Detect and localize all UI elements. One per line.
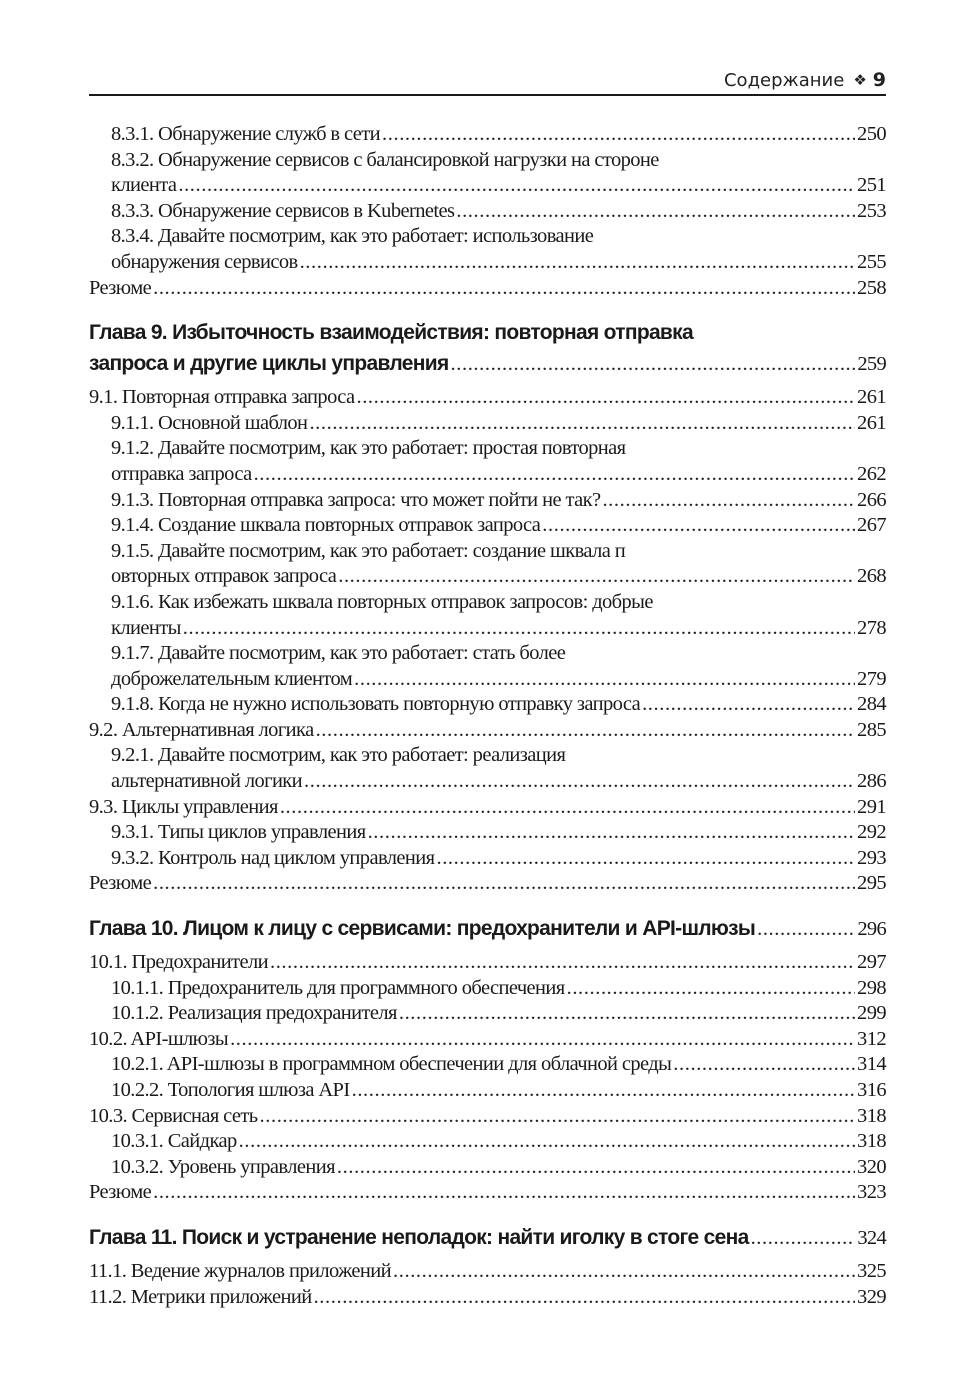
toc-entry[interactable] [89,1027,886,1053]
toc-entry-line [89,795,886,821]
page-number: 262 [857,462,886,485]
dot-leader [280,795,855,821]
toc-entry[interactable] [89,199,886,225]
entry-title-continuation: обнаружения сервисов [111,250,300,276]
toc-entry[interactable] [89,641,886,692]
dot-leader [542,513,855,539]
entry-title-continuation: клиента [111,173,178,199]
toc-entry-line [89,122,886,148]
toc-entry[interactable] [89,1180,886,1206]
page-number: 295 [857,872,886,895]
page-number: 325 [857,1259,886,1282]
toc-entry-line [89,173,886,199]
entry-title-continuation: клиенты [111,616,183,642]
toc-entry[interactable] [89,539,886,590]
toc-entry-line [89,411,886,437]
toc-section-chapter8-tail [89,122,886,301]
page-number: 329 [857,1285,886,1308]
entry-title: 9.1. Повторная отправка запроса [89,385,356,411]
dot-leader [314,1285,855,1311]
entry-title: 8.3.1. Обнаружение служб в сети [111,122,382,148]
dot-leader [153,276,855,302]
page-number: 267 [857,514,886,537]
toc-entry-line [89,1027,886,1053]
dot-leader [354,667,855,693]
page-number: 323 [857,1181,886,1204]
dot-leader [304,769,855,795]
toc-entry-line [89,1104,886,1130]
toc-entry[interactable] [89,122,886,148]
toc-chapter-10[interactable] [89,913,886,944]
dot-leader [642,692,855,718]
dot-leader [456,199,855,225]
entry-title: 9.2. Альтернативная логика [89,718,316,744]
entry-title-continuation: отправка запроса [111,462,254,488]
entry-title: 10.3.2. Уровень управления [111,1155,337,1181]
entry-title: 10.1.1. Предохранитель для программного обеспечения [111,976,567,1002]
ornament-icon: ❖ [853,71,867,89]
entry-title: 9.1.7. Давайте посмотрим, как это работает: стать более [111,642,566,665]
toc-section-chapter11 [89,1259,886,1310]
chapter-title-line [89,348,886,379]
entry-title: 11.2. Метрики приложений [89,1285,314,1311]
dot-leader [567,976,855,1002]
toc-entry-line [89,846,886,872]
toc-entry-line [89,950,886,976]
entry-title: 9.1.4. Создание шквала повторных отправок запроса [111,513,542,539]
toc-entry-line [89,976,886,1002]
toc-entry[interactable] [89,950,886,976]
entry-title: 10.2. API-шлюзы [89,1027,230,1053]
toc-entry[interactable] [89,513,886,539]
toc-entry-line [89,564,886,590]
dot-leader [757,913,855,944]
page-number: 297 [857,951,886,974]
toc-entry-line [89,641,886,667]
toc-entry-line [89,250,886,276]
toc-entry-line [89,590,886,616]
toc-entry-line [89,616,886,642]
entry-title: Резюме [89,871,153,897]
page-number: 316 [857,1079,886,1101]
toc-entry[interactable] [89,224,886,275]
page-number: 318 [857,1130,886,1153]
page-number: 291 [857,795,886,818]
dot-leader [356,385,855,411]
toc-entry-line [89,820,886,846]
toc-entry[interactable] [89,1001,886,1027]
entry-title: 10.3.1. Сайдкар [111,1129,239,1155]
dot-leader [183,616,855,642]
toc-section-chapter10 [89,950,886,1206]
page-number: 278 [857,616,886,639]
page-number: 293 [857,846,886,869]
toc-entry[interactable] [89,976,886,1002]
entry-title: 9.1.3. Повторная отправка запроса: что может пойти не так? [111,488,602,514]
dot-leader [451,348,856,379]
running-header [89,66,886,96]
dot-leader [239,1129,855,1155]
toc-entry-line [89,1129,886,1155]
header-content [724,69,886,91]
entry-title: 9.1.5. Давайте посмотрим, как это работает: создание шквала п [111,539,626,562]
toc-entry[interactable] [89,1259,886,1285]
dot-leader [393,1259,855,1285]
page-number: 268 [857,565,886,588]
toc-entry[interactable] [89,385,886,411]
toc-entry[interactable] [89,820,886,846]
page-number: 318 [857,1104,886,1127]
toc-entry[interactable] [89,1052,886,1078]
toc-entry-line [89,692,886,718]
entry-title: Резюме [89,1180,153,1206]
entry-title-continuation: доброжелательным клиентом [111,667,354,693]
page-number: 261 [857,411,886,434]
toc-entry-line [89,1259,886,1285]
entry-title: 9.1.8. Когда не нужно использовать повторную отправку запроса [111,692,642,718]
toc-entry-line [89,148,886,174]
dot-leader [178,173,855,199]
page-number: 266 [857,488,886,511]
entry-title: 10.2.1. API-шлюзы в программном обеспечении для облачной среды [111,1052,673,1078]
toc-entry[interactable] [89,436,886,487]
toc-entry-line [89,718,886,744]
toc-entry[interactable] [89,590,886,641]
toc-chapter-11[interactable] [89,1222,886,1253]
dot-leader [337,1155,855,1181]
entry-title: 8.3.4. Давайте посмотрим, как это работает: использование [111,225,594,248]
page-number: 259 [857,353,886,376]
page-number: 251 [857,174,886,197]
entry-title: 8.3.3. Обнаружение сервисов в Kubernetes [111,199,456,225]
entry-title-continuation: альтернативной логики [111,769,304,795]
toc-entry[interactable] [89,743,886,794]
page-number: 250 [857,123,886,145]
toc-entry-line [89,199,886,225]
toc-entry-line [89,436,886,462]
toc-entry-line [89,667,886,693]
dot-leader [300,250,855,276]
toc-entry-line [89,1052,886,1078]
chapter-title-text: запроса и другие циклы управления [89,348,451,379]
toc-entry-line [89,513,886,539]
entry-title: 8.3.2. Обнаружение сервисов с балансировкой нагрузки на стороне [111,148,659,171]
toc-entry-line [89,1078,886,1104]
toc-entry-line [89,224,886,250]
header-page-number: 9 [872,69,886,91]
entry-title-continuation: овторных отправок запроса [111,564,338,590]
toc-entry-line [89,871,886,897]
toc-entry-line [89,276,886,302]
page-number: 296 [857,918,886,941]
dot-leader [368,820,855,846]
entry-title: 10.3. Сервисная сеть [89,1104,260,1130]
toc-entry[interactable] [89,1155,886,1181]
page-number: 312 [857,1027,886,1050]
entry-title: 9.3. Циклы управления [89,795,280,821]
dot-leader [399,1001,855,1027]
toc-entry-line [89,385,886,411]
toc-entry[interactable] [89,692,886,718]
entry-title: 9.2.1. Давайте посмотрим, как это работает: реализация [111,744,566,767]
dot-leader [260,1104,856,1130]
dot-leader [382,122,855,148]
entry-title: 9.1.1. Основной шаблон [111,411,309,437]
entry-title: 9.1.2. Давайте посмотрим, как это работает: простая повторная [111,437,626,460]
toc-entry-line [89,743,886,769]
page-number: 255 [857,250,886,273]
toc-entry[interactable] [89,718,886,744]
toc-entry[interactable] [89,1104,886,1130]
toc-entry-line [89,462,886,488]
page-number: 261 [857,386,886,409]
dot-leader [751,1222,856,1253]
header-section-title: Содержание [723,70,845,91]
page-number: 314 [857,1053,886,1076]
dot-leader [352,1078,855,1104]
toc-entry[interactable] [89,1129,886,1155]
toc-chapter-9[interactable] [89,317,886,379]
toc-entry[interactable] [89,276,886,302]
entry-title: 10.1.2. Реализация предохранителя [111,1001,399,1027]
toc-entry-line [89,1001,886,1027]
entry-title: 11.1. Ведение журналов приложений [89,1259,393,1285]
toc-entry-line [89,1180,886,1206]
toc-entry[interactable] [89,795,886,821]
toc-entry[interactable] [89,148,886,199]
page-number: 258 [857,276,886,299]
toc-entry-line [89,488,886,514]
toc-entry[interactable] [89,871,886,897]
page-number: 253 [857,199,886,222]
toc-entry[interactable] [89,488,886,514]
toc-entry-line [89,769,886,795]
toc-entry[interactable] [89,1285,886,1311]
page-number: 279 [857,667,886,690]
dot-leader [316,718,855,744]
table-of-contents [89,122,886,1310]
entry-title: 9.3.2. Контроль над циклом управления [111,846,436,872]
toc-section-chapter9 [89,385,886,897]
chapter-title-text: Глава 9. Избыточность взаимодействия: повторная отправка [89,321,693,345]
page-number: 324 [857,1226,886,1249]
dot-leader [270,950,855,976]
page-number: 298 [857,976,886,999]
dot-leader [309,411,855,437]
dot-leader [153,1180,855,1206]
page-number: 292 [857,821,886,844]
toc-entry[interactable] [89,1078,886,1104]
dot-leader [338,564,855,590]
toc-entry-line [89,539,886,565]
dot-leader [602,488,855,514]
dot-leader [673,1052,855,1078]
page-number: 284 [857,693,886,716]
chapter-title-text: Глава 10. Лицом к лицу с сервисами: предохранители и API-шлюзы [89,913,757,944]
chapter-title-line [89,317,886,348]
entry-title: 10.1. Предохранители [89,950,270,976]
dot-leader [254,462,855,488]
page-number: 299 [857,1002,886,1025]
toc-entry-line [89,1285,886,1311]
dot-leader [153,871,855,897]
entry-title: 9.1.6. Как избежать шквала повторных отправок запросов: добрые [111,590,653,613]
entry-title: 10.2.2. Топология шлюза API [111,1078,352,1104]
chapter-title-text: Глава 11. Поиск и устранение неполадок: найти иголку в стоге сена [89,1222,751,1253]
entry-title: Резюме [89,276,153,302]
toc-entry-line [89,1155,886,1181]
page-number: 285 [857,718,886,741]
toc-entry[interactable] [89,411,886,437]
page-number: 286 [857,770,886,793]
page-number: 320 [857,1155,886,1178]
dot-leader [230,1027,855,1053]
dot-leader [436,846,855,872]
toc-entry[interactable] [89,846,886,872]
entry-title: 9.3.1. Типы циклов управления [111,820,368,846]
